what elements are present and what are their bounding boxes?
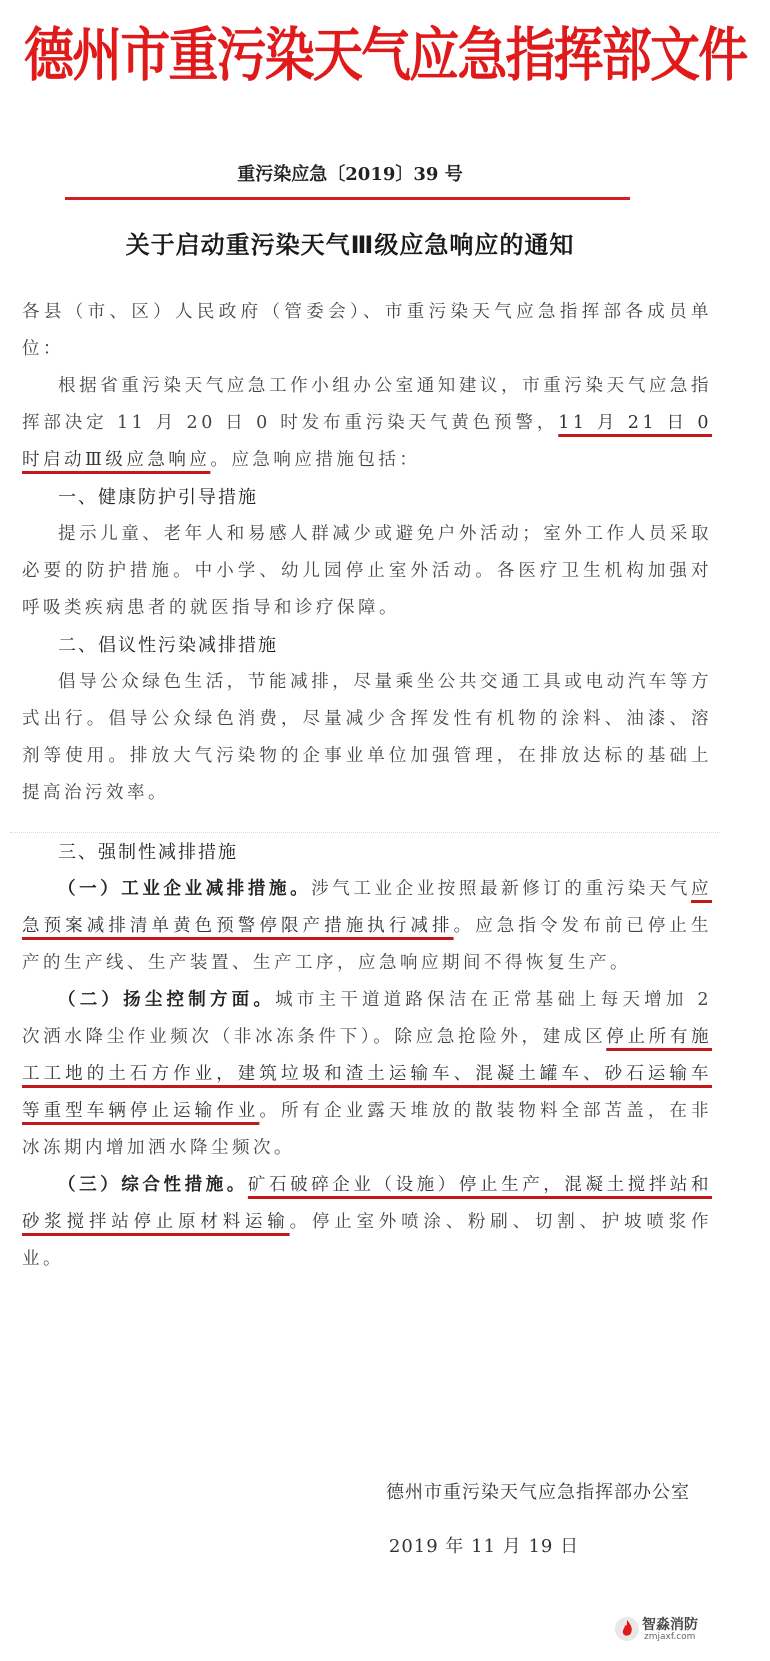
section-heading-health: 一、健康防护引导措施 <box>58 487 258 508</box>
issuer-title: 德州市重污染天气应急指挥部文件 <box>24 21 747 89</box>
section-heading-voluntary: 二、倡议性污染减排措施 <box>58 635 278 656</box>
flame-logo-icon <box>614 1616 640 1642</box>
item-industrial-underlined: 应急预案减排清单黄色预警停限产措施执行减排 <box>22 879 713 936</box>
intro-underlined-text: 11 月 21 日 0 时启动Ⅲ级应急响应 <box>22 413 712 470</box>
item-dust-text: 城市主干道道路保洁在正常基础上每天增加 2 次洒水降尘作业频次（非冰冻条件下）。除应急抢险外，建成区 <box>22 990 713 1047</box>
item-dust-underlined: 停止所有施工工地的土石方作业，建筑垃圾和渣土运输车、混凝土罐车、砂石运输车等重型车辆停止运输作业 <box>22 1027 712 1121</box>
item-dust-text-end: 。所有企业露天堆放的散装物料全部苫盖，在非冰冻期内增加洒水降尘频次。 <box>22 1101 713 1158</box>
item-comprehensive-text-end: 。停止室外喷涂、粉刷、切割、护坡喷浆作业。 <box>22 1212 713 1269</box>
document-body <box>22 294 712 1278</box>
signature: 德州市重污染天气应急指挥部办公室 <box>386 1482 690 1503</box>
item-dust-title: （二）扬尘控制方面。 <box>58 990 276 1010</box>
section-text-health: 提示儿童、老年人和易感人群减少或避免户外活动；室外工作人员采取必要的防护措施。中小学、幼儿园停止室外活动。各医疗卫生机构加强对呼吸类疾病患者的就医指导和诊疗保障。 <box>22 524 712 618</box>
section-heading-mandatory: 三、强制性减排措施 <box>58 842 238 863</box>
intro-text: 根据省重污染天气应急工作小组办公室通知建议，市重污染天气应急指挥部决定 11 月 20 日 0 时发布重污染天气黄色预警， <box>22 376 712 433</box>
addressee: 各县（市、区）人民政府（管委会）、市重污染天气应急指挥部各成员单位： <box>22 302 712 359</box>
notice-title: 关于启动重污染天气Ⅲ级应急响应的通知 <box>125 231 575 259</box>
section-text-voluntary: 倡导公众绿色生活，节能减排，尽量乘坐公共交通工具或电动汽车等方式出行。倡导公众绿色消费，尽量减少含挥发性有机物的涂料、油漆、溶剂等使用。排放大气污染物的企事业单位加强管理，在排放达标的基础上提高治污效率。 <box>22 672 712 803</box>
item-dust-control <box>22 982 712 1167</box>
item-industrial-title: （一）工业企业减排措施。 <box>58 879 312 899</box>
watermark-name: 智淼消防 <box>642 1617 698 1633</box>
item-industrial-text: 涉气工业企业按照最新修订的重污染天气 <box>311 879 692 899</box>
item-comprehensive-title: （三）综合性措施。 <box>58 1175 248 1195</box>
section-gap <box>22 812 712 834</box>
paragraph-intro <box>22 368 712 479</box>
item-industrial-text-end: 。应急指令发布前已停止生产的生产线、生产装置、生产工序，应急响应期间不得恢复生产。 <box>22 916 713 973</box>
issue-date: 2019 年 11 月 19 日 <box>388 1536 580 1557</box>
page-break-divider <box>10 832 720 833</box>
red-divider-line <box>65 197 630 200</box>
document-number: 重污染应急〔2019〕39 号 <box>237 164 463 185</box>
document-header <box>0 0 770 100</box>
watermark <box>614 1614 710 1648</box>
intro-text-end: 。应急响应措施包括： <box>210 450 421 470</box>
item-industrial <box>22 871 712 982</box>
watermark-url: zmjaxf.com <box>644 1632 696 1642</box>
item-comprehensive <box>22 1167 712 1278</box>
item-comprehensive-underlined: 矿石破碎企业（设施）停止生产，混凝土搅拌站和砂浆搅拌站停止原材料运输 <box>22 1175 713 1232</box>
